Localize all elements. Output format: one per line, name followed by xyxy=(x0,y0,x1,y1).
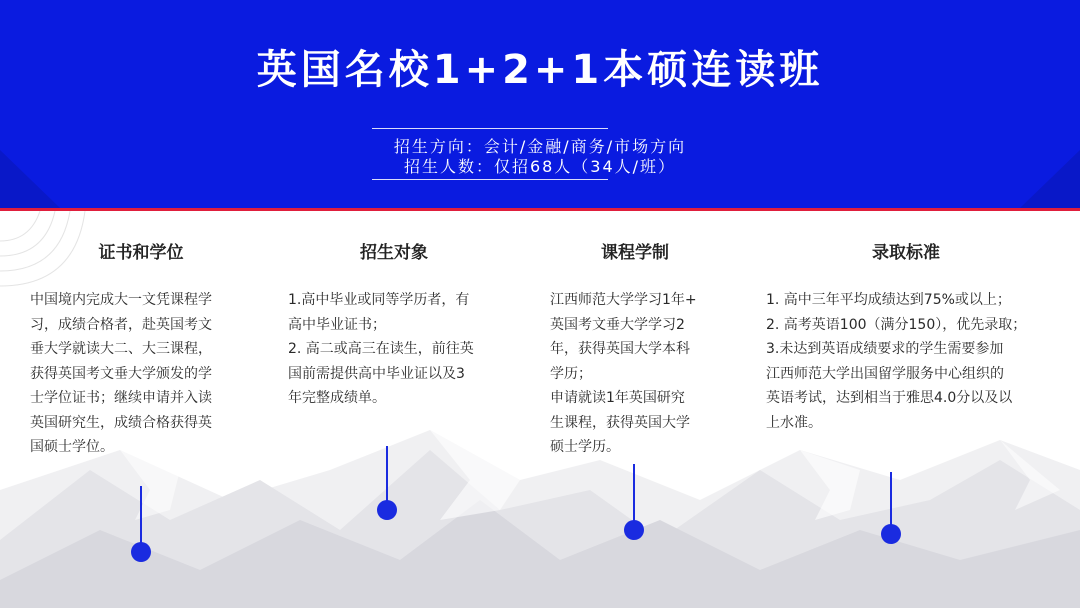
column-heading: 招生对象 xyxy=(360,243,428,263)
enrollment-direction: 招生方向：会计/金融/商务/市场方向 xyxy=(393,137,687,156)
column-heading: 录取标准 xyxy=(872,243,940,263)
pin-dot xyxy=(881,524,901,544)
header-banner xyxy=(0,0,1080,208)
accent-stripe xyxy=(0,208,1080,211)
column-body: 1. 高中三年平均成绩达到75%或以上； 2. 高考英语100（满分150），优先录取； 3.未达到英语成绩要求的学生需要参加 江西师范大学出国留学服务中心组织的 英语考试，达到相当于雅思4.0分以及以 上水准。 xyxy=(766,292,1027,431)
page-title: 英国名校1+2+1本硕连读班 xyxy=(256,47,824,93)
pin-dot xyxy=(377,500,397,520)
column-body: 江西师范大学学习1年+ 英国考文垂大学学习2 年，获得英国大学本科 学历； 申请就读1年英国研究 生课程，获得英国大学 硕士学历。 xyxy=(550,292,697,455)
pin-dot xyxy=(624,520,644,540)
column-body: 1.高中毕业或同等学历者，有 高中毕业证书； 2. 高二或高三在读生，前往英 国前需提供高中毕业证以及3 年完整成绩单。 xyxy=(288,292,474,406)
pin-dot xyxy=(131,542,151,562)
divider-top xyxy=(372,128,608,129)
column-heading: 证书和学位 xyxy=(98,243,184,263)
divider-bottom xyxy=(372,179,608,180)
column-body: 中国境内完成大一文凭课程学 习，成绩合格者，赴英国考文 垂大学就读大二、大三课程， 获得英国考文垂大学颁发的学 士学位证书；继续申请并入读 英国研究生，成绩合格获得英 国硕士学位。 xyxy=(30,292,212,455)
enrollment-quota: 招生人数：仅招68人（34人/班） xyxy=(403,157,677,176)
column-heading: 课程学制 xyxy=(601,243,669,263)
